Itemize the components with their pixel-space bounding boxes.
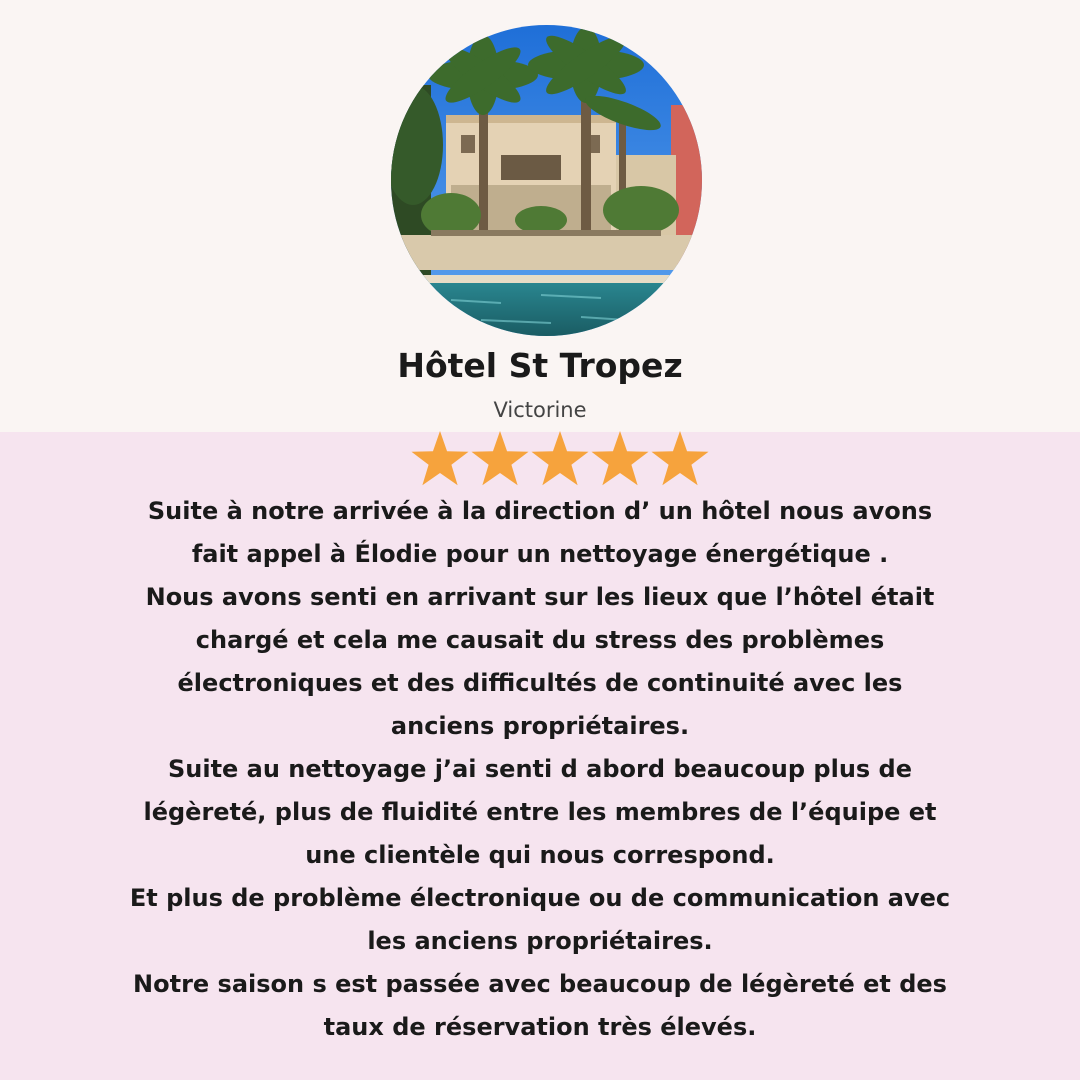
hotel-pool-photo-icon xyxy=(391,25,702,336)
review-line: Et plus de problème électronique ou de communication avec xyxy=(129,884,951,912)
reviewer-name: Victorine xyxy=(493,398,587,422)
review-line: électroniques et des difficultés de continuité avec les xyxy=(177,669,903,697)
star-icon xyxy=(531,431,588,485)
review-line: légèreté, plus de fluidité entre les membres de l’équipe et xyxy=(143,798,937,826)
star-icon xyxy=(411,431,468,485)
review-line: Nous avons senti en arrivant sur les lieux que l’hôtel était xyxy=(145,583,935,611)
review-text xyxy=(60,490,1020,1049)
review-line: les anciens propriétaires. xyxy=(367,927,713,955)
review-line: Notre saison s est passée avec beaucoup de légèreté et des xyxy=(133,970,947,998)
star-icon xyxy=(591,431,648,485)
star-rating xyxy=(410,430,710,490)
review-line: anciens propriétaires. xyxy=(390,712,690,740)
hotel-name: Hôtel St Tropez xyxy=(397,346,683,385)
review-line: fait appel à Élodie pour un nettoyage énergétique . xyxy=(191,540,889,568)
review-line: chargé et cela me causait du stress des problèmes xyxy=(195,626,885,654)
review-line: Suite à notre arrivée à la direction d’ un hôtel nous avons xyxy=(147,497,933,525)
star-icon xyxy=(651,431,708,485)
review-line: taux de réservation très élevés. xyxy=(323,1013,757,1041)
review-line: une clientèle qui nous correspond. xyxy=(305,841,775,869)
star-icon xyxy=(471,431,528,485)
review-line: Suite au nettoyage j’ai senti d abord beaucoup plus de xyxy=(167,755,913,783)
hotel-photo xyxy=(391,25,702,336)
